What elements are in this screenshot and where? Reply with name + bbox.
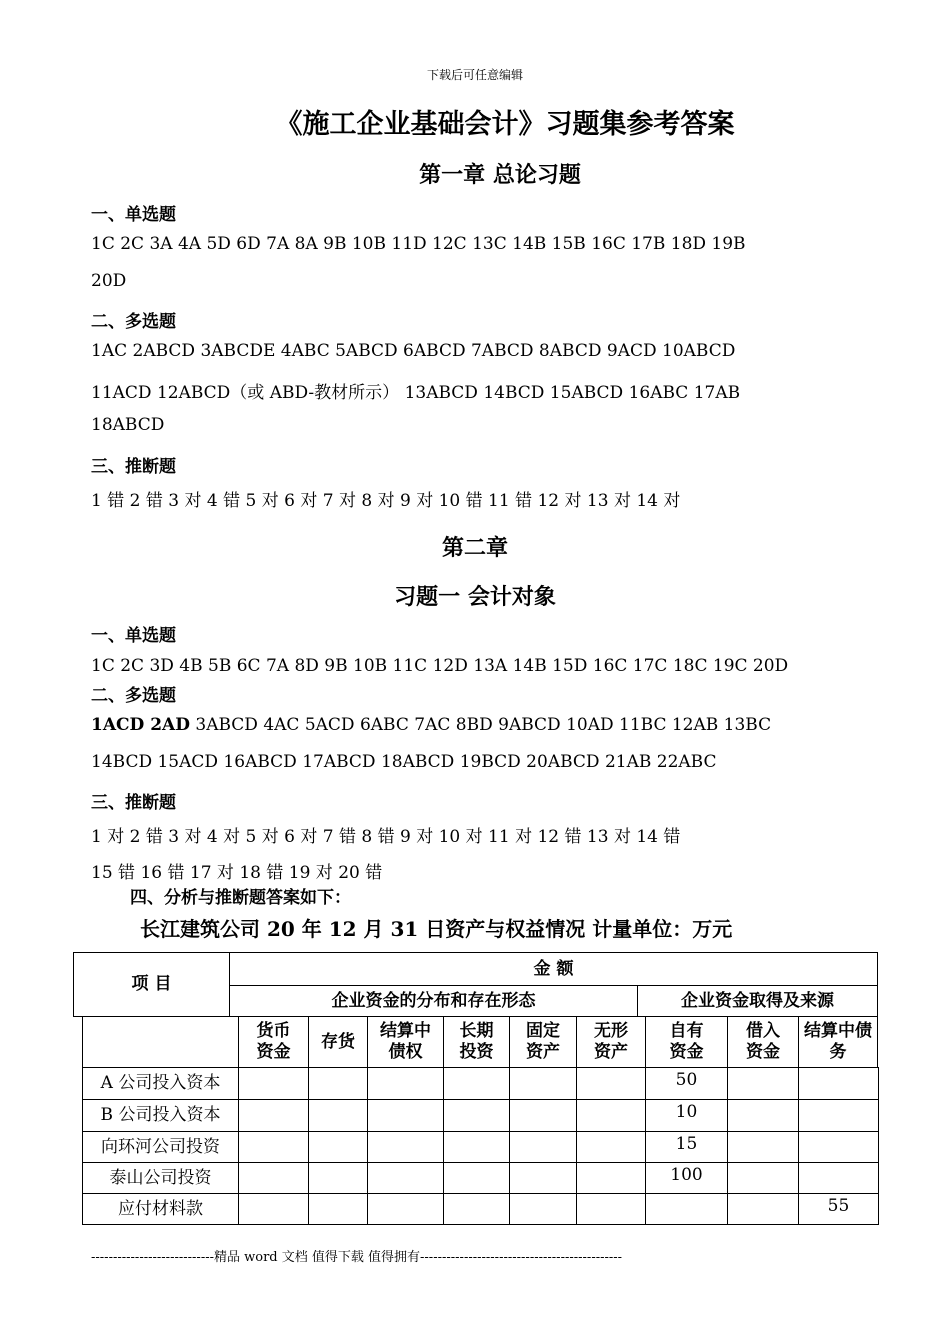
column-header: 存货	[308, 1016, 368, 1068]
table-cell	[367, 1193, 444, 1225]
table-cell	[798, 1099, 879, 1132]
ch2-judgment-line-1: 1 对 2 错 3 对 4 对 5 对 6 对 7 错 8 错 9 对 10 对 11 对 12 错 13 对 14 错	[91, 827, 681, 847]
ch2-multi-choice-rest: 3ABCD 4AC 5ACD 6ABC 7AC 8BD 9ABCD 10AD 11BC 12AB 13BC	[189, 715, 772, 735]
ch1-single-choice-label: 一、单选题	[91, 205, 176, 225]
row-label: 向环河公司投资	[82, 1131, 239, 1163]
table-cell	[308, 1067, 368, 1100]
table-cell	[509, 1099, 577, 1132]
chapter1-heading: 第一章 总论习题	[419, 162, 581, 188]
table-cell	[727, 1193, 799, 1225]
table-cell	[576, 1067, 646, 1100]
chapter2-subheading: 习题一 会计对象	[394, 584, 556, 610]
column-header: 无形资产	[576, 1016, 646, 1068]
table-cell	[576, 1131, 646, 1163]
ch2-judgment-label: 三、推断题	[91, 793, 176, 813]
table-cell	[727, 1131, 799, 1163]
table-cell	[509, 1067, 577, 1100]
table-cell	[443, 1099, 510, 1132]
table-cell	[727, 1162, 799, 1194]
row-label: 泰山公司投资	[82, 1162, 239, 1194]
ch1-multi-choice-label: 二、多选题	[91, 312, 176, 332]
table-cell	[238, 1099, 309, 1132]
table-cell	[727, 1099, 799, 1132]
table-cell	[509, 1162, 577, 1194]
ch1-judgment-label: 三、推断题	[91, 457, 176, 477]
table-cell	[308, 1099, 368, 1132]
table-cell: 100	[645, 1162, 728, 1194]
ch1-single-choice-line-1: 1C 2C 3A 4A 5D 6D 7A 8A 9B 10B 11D 12C 13C 14B 15B 16C 17B 18D 19B	[91, 234, 746, 254]
table-cell	[367, 1067, 444, 1100]
group-header-source: 企业资金取得及来源	[637, 985, 878, 1017]
ch2-single-choice-line: 1C 2C 3D 4B 5B 6C 7A 8D 9B 10B 11C 12D 13A 14B 15D 16C 17C 18C 19C 20D	[91, 656, 789, 676]
group-header-distribution: 企业资金的分布和存在形态	[229, 985, 638, 1017]
table-cell: 10	[645, 1099, 728, 1132]
table-cell	[443, 1131, 510, 1163]
table-cell	[367, 1162, 444, 1194]
table-cell	[798, 1131, 879, 1163]
table-cell	[509, 1193, 577, 1225]
ch1-multi-choice-line-2: 11ACD 12ABCD（或 ABD-教材所示） 13ABCD 14BCD 15ABCD 16ABC 17AB	[91, 383, 741, 403]
ch2-multi-choice-label: 二、多选题	[91, 686, 176, 706]
table-cell	[308, 1131, 368, 1163]
row-label: B 公司投入资本	[82, 1099, 239, 1132]
ch1-single-choice-line-2: 20D	[91, 271, 127, 291]
ch2-multi-choice-line-2: 14BCD 15ACD 16ABCD 17ABCD 18ABCD 19BCD 20ABCD 21AB 22ABC	[91, 752, 717, 772]
column-header: 借入资金	[727, 1016, 799, 1068]
document-title: 《施工企业基础会计》习题集参考答案	[275, 109, 735, 140]
table-cell	[576, 1099, 646, 1132]
ch2-judgment-line-2: 15 错 16 错 17 对 18 错 19 对 20 错	[91, 863, 383, 883]
table-cell	[367, 1099, 444, 1132]
row-label: A 公司投入资本	[82, 1067, 239, 1100]
table-cell	[308, 1162, 368, 1194]
table-cell	[238, 1131, 309, 1163]
item-header: 项 目	[73, 952, 230, 1017]
column-header: 结算中债权	[367, 1016, 444, 1068]
table-cell	[238, 1193, 309, 1225]
page-header: 下载后可任意编辑	[426, 68, 523, 82]
table-cell	[308, 1193, 368, 1225]
table-cell	[645, 1193, 728, 1225]
ch1-multi-choice-line-1: 1AC 2ABCD 3ABCDE 4ABC 5ABCD 6ABCD 7ABCD 8ABCD 9ACD 10ABCD	[91, 341, 736, 361]
column-header: 自有资金	[645, 1016, 728, 1068]
table-cell: 15	[645, 1131, 728, 1163]
ch2-multi-choice-bold-part: 1ACD 2AD	[91, 715, 190, 735]
table-cell	[238, 1162, 309, 1194]
ch1-judgment-line-1: 1 错 2 错 3 对 4 错 5 对 6 对 7 对 8 对 9 对 10 错 11 错 12 对 13 对 14 对	[91, 491, 681, 511]
column-header: 结算中债务	[798, 1016, 878, 1068]
ch1-multi-choice-line-3: 18ABCD	[91, 415, 165, 435]
ch2-single-choice-label: 一、单选题	[91, 626, 176, 646]
table-cell	[576, 1193, 646, 1225]
table-cell	[798, 1162, 879, 1194]
table-cell: 55	[798, 1193, 879, 1225]
ch2-analysis-label: 四、分析与推断题答案如下：	[130, 888, 351, 908]
column-header: 货币资金	[238, 1016, 309, 1068]
table-cell	[238, 1067, 309, 1100]
column-header: 长期投资	[443, 1016, 510, 1068]
column-header: 固定资产	[509, 1016, 577, 1068]
table-cell	[443, 1067, 510, 1100]
table-cell	[727, 1067, 799, 1100]
table-caption: 长江建筑公司 20 年 12 月 31 日资产与权益情况 计量单位：万元	[140, 917, 733, 941]
page-footer: ----------------------------精品 word 文档 值得下载 值得拥有----------------------------------------------	[91, 1250, 623, 1265]
table-cell	[576, 1162, 646, 1194]
table-cell	[509, 1131, 577, 1163]
chapter2-heading: 第二章	[441, 535, 508, 561]
amount-header: 金 额	[229, 952, 878, 986]
table-cell	[443, 1193, 510, 1225]
table-cell: 50	[645, 1067, 728, 1100]
table-cell	[367, 1131, 444, 1163]
table-cell	[798, 1067, 879, 1100]
row-label: 应付材料款	[82, 1193, 239, 1225]
table-cell	[443, 1162, 510, 1194]
column-header-empty	[82, 1016, 239, 1068]
